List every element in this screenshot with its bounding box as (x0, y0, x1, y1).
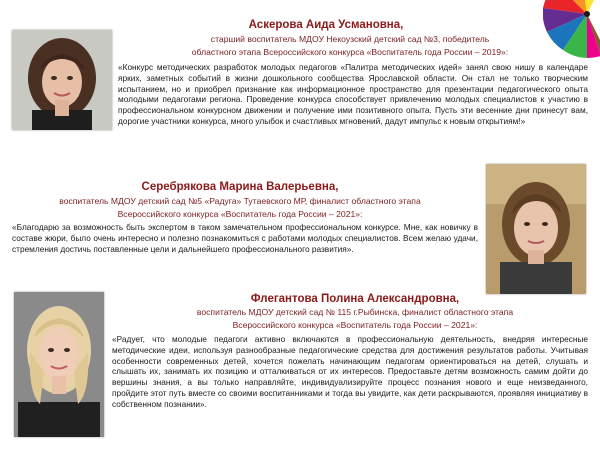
portrait-photo-2 (486, 164, 586, 294)
person-2-role (0, 195, 480, 221)
person-1-role-line-2: областного этапа Всероссийского конкурса «Воспитатель года России – 2019»: (191, 47, 509, 57)
person-2-role-line-1: воспитатель МДОУ детский сад №5 «Радуга» Тутаевского МР, финалист областного этапа (59, 196, 421, 206)
person-2-quote: «Благодарю за возможность быть экспертом в таком замечательном профессиональном конкурсе. Мне, как новичку в составе жюри, было очень интересно и полезно познакомиться с работами молодых специалистов. Всем желаю удачи, стремления достичь поставленные цели и дальнейшего профессионального развития». (12, 222, 478, 254)
person-2-role-line-2: Всероссийского конкурса «Воспитатель года России – 2021»: (117, 209, 363, 219)
person-3-quote-block (112, 334, 588, 410)
portrait-photo-1 (12, 30, 112, 130)
person-3-role-line-1: воспитатель МДОУ детский сад № 115 г.Рыбинска, финалист областного этапа (196, 307, 514, 317)
person-3-role-line-2: Всероссийского конкурса «Воспитатель года России – 2021»: (232, 320, 478, 330)
person-1-role (130, 33, 570, 59)
person-3-quote: «Радует, что молодые педагоги активно включаются в профессиональную деятельность, внедряя интересные методические идеи, используя разнообразные педагогические средства для достижения результатов работы. Учитывая особенности современных детей, хочется пожелать начинающим педагогам ориентироваться на детей, слушать и слышать их, занимать их позицию и отталкиваться от их интересов. Предоставьте детям возможность самим дойти до вершины знания, а вы только направляйте, индивидуализируйте процесс познания нового и еще неизведанного, пройдите этот путь вместе со своими воспитанниками и тогда вы увидите, как дети раскрываются, проявляя инициативу в собственном познании». (112, 334, 588, 409)
person-2-name: Серебрякова Марина Валерьевна, (141, 181, 339, 193)
person-1-name: Аскерова Аида Усмановна, (248, 19, 404, 31)
person-1-quote: «Конкурс методических разработок молодых педагогов «Палитра методических идей» занял свою нишу в календаре ярких, заметных событий в жизни дошкольного сообщества Ярославской области. Он стал не только творческим испытанием, но и приобрел признание как информационное пространство для презентации педагогического опыта молодыми педагогами региона. Проведение конкурса способствует привлечению молодых специалистов к участию в профессиональном конкурсном движении и получение ими позитивного опыта. Пусть эти весенние дни принесут вам, дорогие участники конкурса, много улыбок и счастливых мгновений, дадут импульс к новым открытиям!» (118, 62, 588, 126)
person-3-role (110, 306, 600, 332)
portrait-photo-3 (14, 292, 104, 437)
person-3-text (110, 292, 600, 306)
person-3-name: Флегантова Полина Александровна, (250, 293, 460, 305)
person-2-text (0, 180, 480, 194)
person-1-text (116, 18, 536, 32)
person-2-quote-block (12, 222, 478, 254)
person-1-role-line-1: старший воспитатель МДОУ Некоузский детский сад №3, победитель (210, 34, 490, 44)
person-1-quote-block (118, 62, 588, 127)
